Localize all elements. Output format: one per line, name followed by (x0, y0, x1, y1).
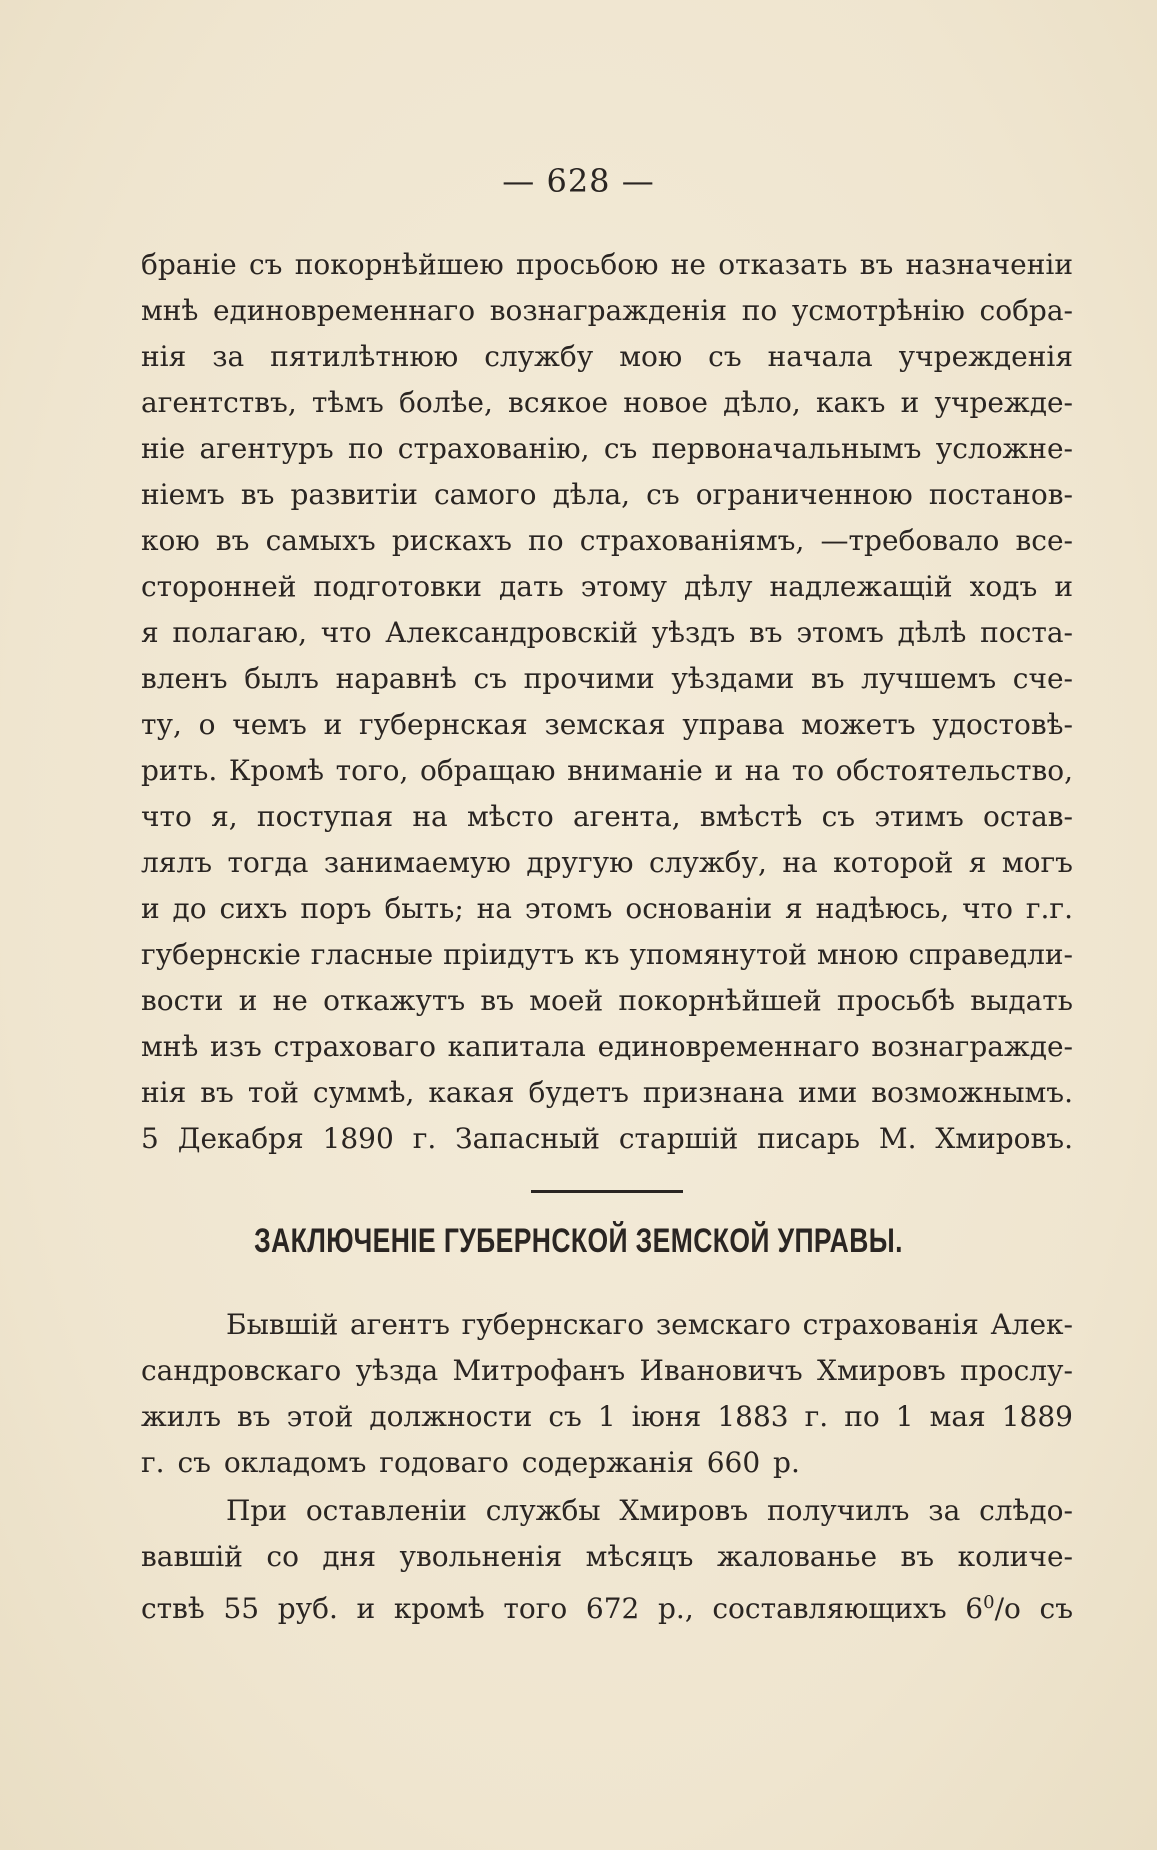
conclusion-body (141, 1302, 1073, 1626)
text-line: лялъ тогда занимаемую другую службу, на которой я могъ (141, 846, 1073, 879)
text-line: вавшій со дня увольненія мѣсяцъ жалованье въ количе- (141, 1540, 1073, 1573)
text-line: губернскіе гласные пріидутъ къ упомянутой мною справедли- (141, 938, 1073, 971)
text-line: г. съ окладомъ годоваго содержанія 660 р. (141, 1446, 800, 1479)
text-line: жилъ въ этой должности съ 1 іюня 1883 г. по 1 мая 1889 (141, 1400, 1073, 1433)
text-line: вости и не откажутъ въ моей покорнѣйшей просьбѣ выдать (141, 984, 1073, 1017)
text-line: нія за пятилѣтнюю службу мою съ начала учрежденія (141, 340, 1073, 373)
text-line: Бывшій агентъ губернскаго земскаго страхованія Алек- (226, 1308, 1073, 1341)
text-line: и до сихъ поръ быть; на этомъ основаніи я надѣюсь, что г.г. (141, 892, 1073, 925)
page-number: — 628 — (502, 162, 655, 200)
text-line: мнѣ изъ страховаго капитала единовременнаго вознагражде- (141, 1030, 1073, 1063)
text-line: мнѣ единовременнаго вознагражденія по усмотрѣнію собра- (141, 294, 1073, 327)
text-line: сторонней подготовки дать этому дѣлу надлежащій ходъ и (141, 570, 1073, 603)
text-fragment: ствѣ 55 руб. и кромѣ того 672 р., составляющихъ 6 (141, 1592, 984, 1625)
text-line: нія въ той суммѣ, какая будетъ признана ими возможнымъ. (141, 1076, 1073, 1109)
text-line: браніе съ покорнѣйшею просьбою не отказать въ назначеніи (141, 248, 1073, 281)
text-line: сандровскаго уѣзда Митрофанъ Ивановичъ Хмировъ прослу- (141, 1354, 1073, 1387)
text-line: вленъ былъ наравнѣ съ прочими уѣздами въ лучшемъ сче- (141, 662, 1073, 695)
text-line: я полагаю, что Александровскій уѣздъ въ этомъ дѣлѣ поста- (141, 616, 1073, 649)
superscript: 0 (983, 1592, 995, 1613)
text-line: что я, поступая на мѣсто агента, вмѣстѣ съ этимъ остав- (141, 800, 1073, 833)
text-line (141, 1580, 1073, 1626)
text-line: При оставленіи службы Хмировъ получилъ за слѣдо- (226, 1494, 1073, 1527)
text-line: кою въ самыхъ рискахъ по страхованіямъ, —требовало все- (141, 524, 1073, 557)
text-line: ніемъ въ развитіи самого дѣла, съ ограниченною постанов- (141, 478, 1073, 511)
text-fragment: /о съ (994, 1592, 1073, 1625)
section-divider (531, 1190, 683, 1193)
text-line: ту, о чемъ и губернская земская управа можетъ удостовѣ- (141, 708, 1073, 741)
text-line: агентствъ, тѣмъ болѣе, всякое новое дѣло, какъ и учрежде- (141, 386, 1073, 419)
text-line: рить. Кромѣ того, обращаю вниманіе и на то обстоятельство, (141, 754, 1073, 787)
text-line: ніе агентуръ по страхованію, съ первоначальнымъ усложне- (141, 432, 1073, 465)
petition-paragraph (141, 242, 1073, 1162)
section-heading: ЗАКЛЮЧЕНІЕ ГУБЕРНСКОЙ ЗЕМСКОЙ УПРАВЫ. (254, 1222, 903, 1260)
signature-line: 5 Декабря 1890 г. Запасный старшій писарь М. Хмировъ. (141, 1122, 1073, 1155)
